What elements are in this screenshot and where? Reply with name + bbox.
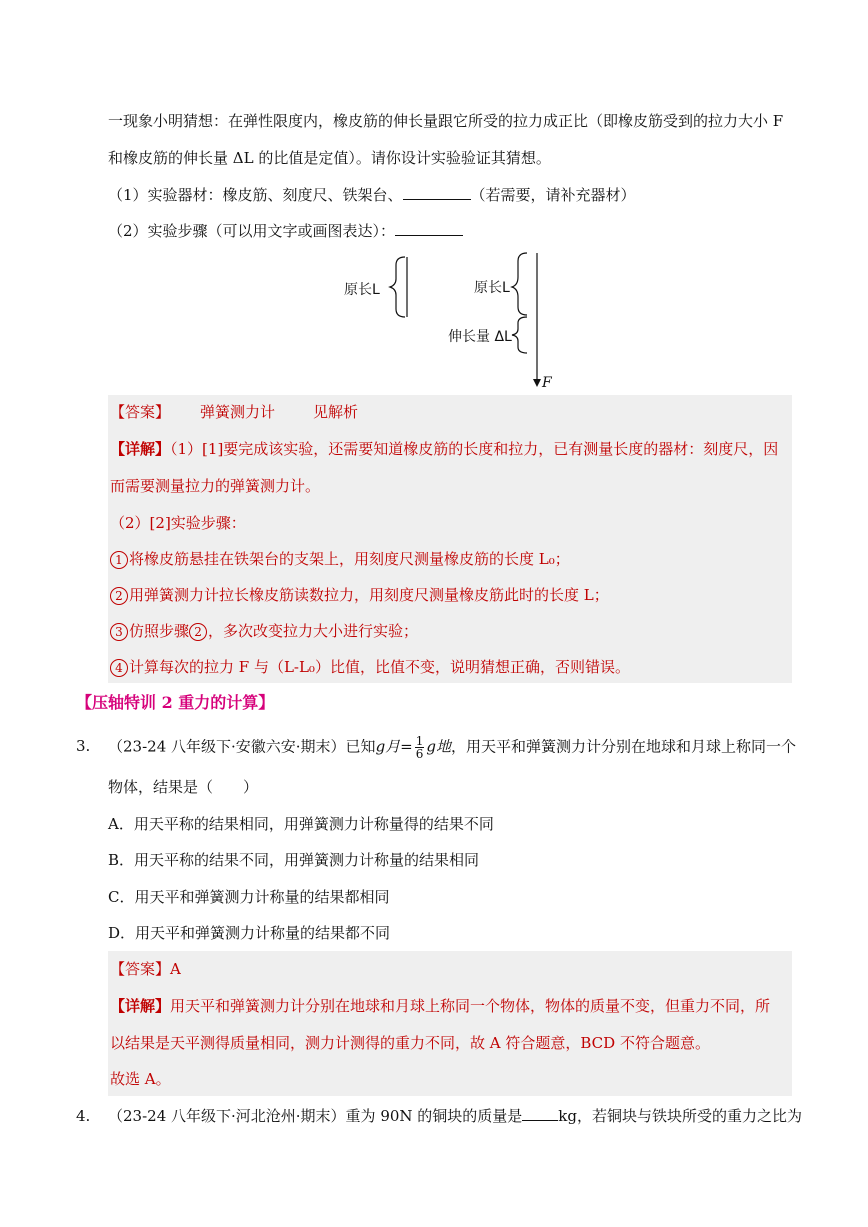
detail-text-1: （1）[1]要完成该实验，还需要知道橡皮筋的长度和拉力，已有测量长度的器材：刻度尺，因 xyxy=(170,440,779,458)
section-title: 【压轴特训 2 重力的计算】 xyxy=(76,693,275,712)
q3-stem-line-2: 物体，结果是（ ） xyxy=(108,778,259,796)
step-4-number: 4 xyxy=(110,659,128,677)
right-bottom-brace xyxy=(512,317,527,353)
q3-detail-line-1 xyxy=(110,995,770,1017)
question-2-line xyxy=(108,220,463,242)
step-4 xyxy=(110,656,630,678)
fraction-denominator: 6 xyxy=(415,747,424,761)
answer-value-2: 见解析 xyxy=(313,403,359,421)
step-1-number: 1 xyxy=(110,551,128,569)
step-1 xyxy=(110,548,570,570)
detail-tag: 【详解】 xyxy=(110,440,171,458)
label-extension: 伸长量 ΔL xyxy=(448,329,512,345)
q3-detail-tag: 【详解】 xyxy=(110,997,171,1015)
q3-answer-value: A xyxy=(170,960,181,978)
q3-option-d[interactable]: D．用天平和弹簧测力计称量的结果都不同 xyxy=(108,924,391,942)
answer-tag: 【答案】 xyxy=(110,403,171,421)
g-earth: g地 xyxy=(426,737,451,756)
fraction-numerator: 1 xyxy=(415,734,424,748)
q3-stem-a: （23-24 八年级下·安徽六安·期末）已知 xyxy=(108,737,376,756)
q4-answer-blank[interactable] xyxy=(522,1106,558,1121)
g-moon: g月 xyxy=(375,737,401,756)
answer-blank-2[interactable] xyxy=(395,221,463,236)
label-original-length-left: 原长L xyxy=(344,282,380,298)
q3-stem-line-1 xyxy=(108,735,796,760)
rubber-band-figure xyxy=(330,245,570,395)
q3-detail-text-1: 用天平和弹簧测力计分别在地球和月球上称同一个物体，物体的质量不变，但重力不同，所 xyxy=(170,997,771,1015)
q3-option-b[interactable]: B．用天平称的结果不同，用弹簧测力计称量的结果相同 xyxy=(108,851,480,869)
q4-stem-line-1 xyxy=(108,1105,802,1127)
fraction-one-sixth xyxy=(415,735,425,760)
step-3 xyxy=(110,620,418,642)
step-1-text: 将橡皮筋悬挂在铁架台的支架上，用刻度尺测量橡皮筋的长度 L₀； xyxy=(129,550,570,568)
q3-detail-line-2: 以结果是天平测得质量相同，测力计测得的重力不同，故 A 符合题意，BCD 不符合题意。 xyxy=(110,1034,710,1052)
q3-number: 3. xyxy=(76,737,91,755)
question-1-line xyxy=(108,184,636,206)
step-3-number: 3 xyxy=(110,623,128,641)
detail-line-3: （2）[2]实验步骤： xyxy=(110,514,246,532)
q3-answer-line xyxy=(110,958,181,980)
question-1-prefix: （1）实验器材：橡皮筋、刻度尺、铁架台、 xyxy=(108,186,403,204)
detail-line-2: 而需要测量拉力的弹簧测力计。 xyxy=(110,477,321,495)
question-1-suffix: （若需要，请补充器材） xyxy=(470,186,636,204)
q3-option-c[interactable]: C．用天平和弹簧测力计称量的结果都相同 xyxy=(108,888,390,906)
detail-line-1 xyxy=(110,438,778,460)
question-2-prefix: （2）实验步骤（可以用文字或画图表达）： xyxy=(108,222,396,240)
answer-line-q2 xyxy=(110,401,358,423)
step-2-number: 2 xyxy=(110,587,128,605)
label-force: F xyxy=(542,375,552,391)
figure-svg xyxy=(330,245,570,395)
answer-value-1: 弹簧测力计 xyxy=(200,403,276,421)
step-2 xyxy=(110,584,609,606)
step-2-text: 用弹簧测力计拉长橡皮筋读数拉力，用刻度尺测量橡皮筋此时的长度 L； xyxy=(129,586,609,604)
q3-option-a[interactable]: A．用天平称的结果相同，用弹簧测力计称量得的结果不同 xyxy=(108,815,494,833)
equals-sign: = xyxy=(400,737,413,756)
force-arrow-icon xyxy=(533,379,541,387)
q4-stem-a: （23-24 八年级下·河北沧州·期末）重为 90N 的铜块的质量是 xyxy=(108,1107,523,1125)
step-3-text-a: 仿照步骤 xyxy=(129,622,190,640)
intro-line-2: 和橡皮筋的伸长量 ΔL 的比值是定值）。请你设计实验验证其猜想。 xyxy=(108,149,551,167)
q4-stem-b: kg，若铜块与铁块所受的重力之比为 xyxy=(558,1107,802,1125)
label-original-length-right: 原长L xyxy=(474,280,510,296)
answer-blank-1[interactable] xyxy=(403,185,471,200)
right-top-brace xyxy=(512,253,527,315)
q3-answer-tag: 【答案】 xyxy=(110,960,171,978)
step-3-ref-number: 2 xyxy=(189,623,207,641)
step-4-text: 计算每次的拉力 F 与（L-L₀）比值，比值不变，说明猜想正确，否则错误。 xyxy=(129,658,630,676)
step-3-text-b: ，多次改变拉力大小进行实验； xyxy=(208,622,419,640)
q4-number: 4. xyxy=(76,1107,91,1125)
q3-detail-line-3: 故选 A。 xyxy=(110,1070,171,1088)
q3-stem-b: ，用天平和弹簧测力计分别在地球和月球上称同一个 xyxy=(451,737,797,756)
answer-box-q3 xyxy=(108,951,792,1096)
left-brace xyxy=(390,257,405,317)
intro-line-1: 一现象小明猜想：在弹性限度内，橡皮筋的伸长量跟它所受的拉力成正比（即橡皮筋受到的拉力大小 F xyxy=(108,112,784,130)
